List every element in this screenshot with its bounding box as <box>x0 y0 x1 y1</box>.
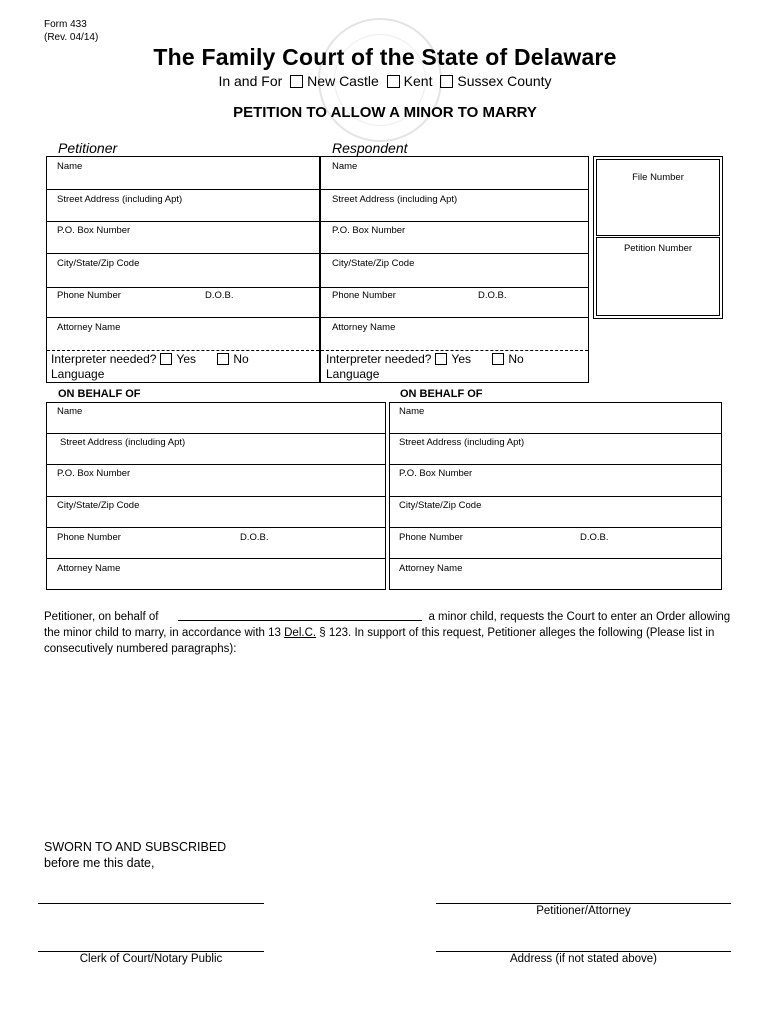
petition-statement: Petitioner, on behalf of a minor child, requests the Court to enter an Order allowing the minor child to marry, in accordance with 13 Del.C. § 123. In support of this request, Petitioner alleges the following (Please list in consecutively numbered paragraphs): <box>44 611 731 655</box>
court-title: The Family Court of the State of Delaware <box>153 44 617 70</box>
respondent-dob-label: D.O.B. <box>478 290 507 301</box>
petitioner-city-field[interactable]: City/State/Zip Code <box>47 254 319 288</box>
respondent-street-field[interactable]: Street Address (including Apt) <box>321 190 588 222</box>
new-castle-label: New Castle <box>307 73 379 89</box>
respondent-attorney-field[interactable]: Attorney Name <box>321 318 588 351</box>
sworn-statement: SWORN TO AND SUBSCRIBED before me this date, <box>44 840 227 870</box>
behalf-left-city-field[interactable]: City/State/Zip Code <box>47 497 385 528</box>
behalf-left-name-field[interactable]: Name <box>47 403 385 434</box>
petitioner-signature-line[interactable] <box>436 903 731 904</box>
petitioner-street-field[interactable]: Street Address (including Apt) <box>47 190 319 222</box>
respondent-language-field[interactable]: Language <box>326 367 380 381</box>
court-use-box <box>593 156 723 319</box>
petitioner-dob-label: D.O.B. <box>205 290 234 301</box>
form-number-block <box>44 18 98 44</box>
respondent-interpreter-yes-checkbox[interactable] <box>435 353 447 365</box>
petitioner-interpreter-yes-checkbox[interactable] <box>160 353 172 365</box>
respondent-name-field[interactable]: Name <box>321 157 588 190</box>
behalf-right-box <box>389 402 722 590</box>
behalf-left-attorney-field[interactable]: Attorney Name <box>57 563 121 574</box>
behalf-right-street-field[interactable]: Street Address (including Apt) <box>390 434 721 465</box>
in-and-for-label: In and For <box>218 73 283 89</box>
behalf-left-pobox-field[interactable]: P.O. Box Number <box>47 465 385 497</box>
sussex-label: Sussex County <box>457 73 552 89</box>
respondent-box <box>320 156 589 383</box>
petitioner-interpreter: Interpreter needed? Yes No Language <box>51 352 249 381</box>
notary-date-line[interactable] <box>38 903 264 904</box>
behalf-left-dob-label: D.O.B. <box>240 532 269 543</box>
address-label: Address (if not stated above) <box>509 953 658 965</box>
behalf-right-pobox-field[interactable]: P.O. Box Number <box>390 465 721 497</box>
petitioner-phone-field[interactable]: Phone Number D.O.B. <box>47 288 319 318</box>
petitioner-attorney-field[interactable]: Attorney Name <box>47 318 319 351</box>
del-c-citation: Del.C. <box>284 627 317 639</box>
petitioner-interpreter-no-checkbox[interactable] <box>217 353 229 365</box>
file-number-field[interactable]: File Number <box>596 159 720 236</box>
petitioner-name-field[interactable]: Name <box>47 157 319 190</box>
clerk-notary-label: Clerk of Court/Notary Public <box>79 953 223 965</box>
petition-title: PETITION TO ALLOW A MINOR TO MARRY <box>233 104 537 121</box>
petitioner-heading: Petitioner <box>58 140 118 156</box>
minor-child-name-blank[interactable] <box>178 609 422 621</box>
behalf-right-dob-label: D.O.B. <box>580 532 609 543</box>
behalf-right-attorney-field[interactable]: Attorney Name <box>399 563 463 574</box>
form-number: Form 433 <box>44 19 87 30</box>
address-line[interactable] <box>436 951 731 952</box>
respondent-phone-field[interactable]: Phone Number D.O.B. <box>321 288 588 318</box>
behalf-left-heading: ON BEHALF OF <box>58 388 141 400</box>
petitioner-box <box>46 156 320 383</box>
county-selector <box>0 73 770 89</box>
respondent-city-field[interactable]: City/State/Zip Code <box>321 254 588 288</box>
respondent-interpreter-no-checkbox[interactable] <box>492 353 504 365</box>
behalf-right-city-field[interactable]: City/State/Zip Code <box>390 497 721 528</box>
respondent-pobox-field[interactable]: P.O. Box Number <box>321 222 588 254</box>
petitioner-attorney-label: Petitioner/Attorney <box>536 905 631 917</box>
kent-label: Kent <box>403 73 433 89</box>
petitioner-pobox-field[interactable]: P.O. Box Number <box>47 222 319 254</box>
respondent-interpreter: Interpreter needed? Yes No Language <box>326 352 524 381</box>
petitioner-language-field[interactable]: Language <box>51 367 105 381</box>
new-castle-checkbox[interactable] <box>290 75 303 88</box>
behalf-left-phone-field[interactable]: Phone Number D.O.B. <box>47 528 385 559</box>
behalf-left-street-field[interactable]: Street Address (including Apt) <box>47 434 385 465</box>
clerk-signature-line[interactable] <box>38 951 264 952</box>
behalf-left-box <box>46 402 386 590</box>
kent-checkbox[interactable] <box>387 75 400 88</box>
petition-number-field[interactable]: Petition Number <box>596 237 720 316</box>
behalf-right-phone-field[interactable]: Phone Number D.O.B. <box>390 528 721 559</box>
respondent-heading: Respondent <box>332 140 408 156</box>
behalf-right-heading: ON BEHALF OF <box>400 388 483 400</box>
behalf-right-name-field[interactable]: Name <box>390 403 721 434</box>
sussex-checkbox[interactable] <box>440 75 453 88</box>
form-revision: (Rev. 04/14) <box>44 32 99 43</box>
